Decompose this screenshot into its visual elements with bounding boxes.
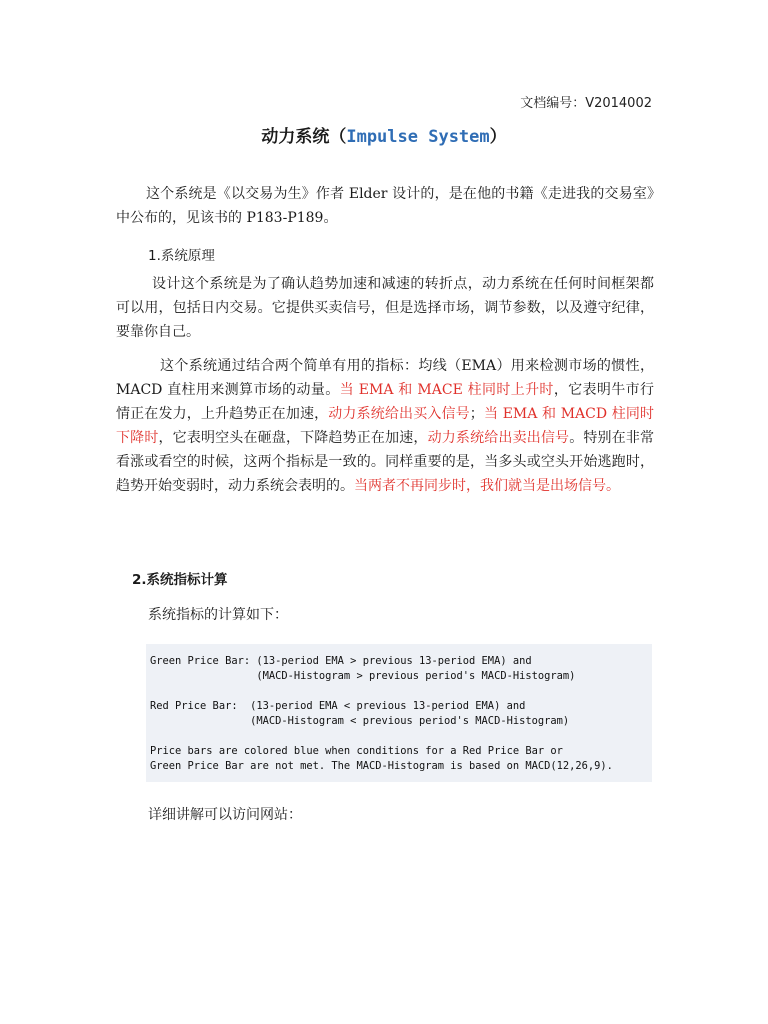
buy-condition-highlight: 当 EMA 和 MACE 柱同时上升时 — [339, 382, 554, 398]
title-chinese: 动力系统（ — [261, 127, 347, 147]
code-spacer — [150, 684, 648, 699]
page-title — [0, 122, 768, 147]
section1-heading: 1.系统原理 — [148, 248, 215, 264]
code-spacer — [150, 729, 648, 744]
code-line-green-2: (MACD-Histogram > previous period's MACD-Histogram) — [150, 670, 576, 682]
code-line-note-1: Price bars are colored blue when conditions for a Red Price Bar or — [150, 745, 563, 757]
sell-signal-highlight: 动力系统给出卖出信号 — [427, 430, 570, 446]
title-close-paren: ） — [489, 127, 507, 147]
system-text-5: 。特别在非常看涨或看空的时候，这两个指标是一致的。同样重要的是，当多头或空头开始逃跑时，趋势开始变弱时，动力系统会表明的。 — [116, 430, 655, 494]
system-text-3: ； — [469, 406, 484, 422]
sell-condition-highlight: 当 EMA 和 MACD 柱同时下降时 — [116, 406, 655, 446]
code-line-red-1: Red Price Bar: (13-period EMA < previous 13-period EMA) and — [150, 700, 526, 712]
code-line-note-2: Green Price Bar are not met. The MACD-Histogram is based on MACD(12,26,9). — [150, 760, 613, 772]
calc-intro-text: 系统指标的计算如下： — [148, 607, 288, 623]
intro-paragraph: 这个系统是《以交易为生》作者 Elder 设计的，是在他的书籍《走进我的交易室》中公布的，见该书的 P183-P189。 — [116, 186, 654, 226]
system-text-4: ，它表明空头在砸盘，下降趋势正在加速， — [158, 430, 428, 446]
formula-code-block — [146, 644, 652, 782]
system-text-1: 这个系统通过结合两个简单有用的指标：均线（EMA）用来检测市场的惯性，MACD 直柱用来测算市场的动量。 — [116, 358, 654, 398]
exit-signal-highlight: 当两者不再同步时，我们就当是出场信号。 — [354, 478, 620, 494]
principle-paragraph: 设计这个系统是为了确认趋势加速和减速的转折点，动力系统在任何时间框架都可以用，包括日内交易。它提供买卖信号，但是选择市场，调节参数，以及遵守纪律，要靠你自己。 — [116, 276, 654, 340]
more-info-text: 详细讲解可以访问网站： — [148, 807, 302, 823]
buy-signal-highlight: 动力系统给出买入信号 — [328, 406, 470, 422]
code-line-red-2: (MACD-Histogram < previous period's MACD-Histogram) — [150, 715, 570, 727]
system-paragraph — [116, 354, 654, 498]
code-line-green-1: Green Price Bar: (13-period EMA > previous 13-period EMA) and — [150, 655, 532, 667]
system-text-2: ，它表明牛市行情正在发力，上升趋势正在加速， — [116, 382, 655, 422]
document-number: 文档编号：V2014002 — [520, 96, 652, 111]
title-english: Impulse System — [346, 127, 490, 147]
section2-heading: 2.系统指标计算 — [132, 572, 228, 588]
